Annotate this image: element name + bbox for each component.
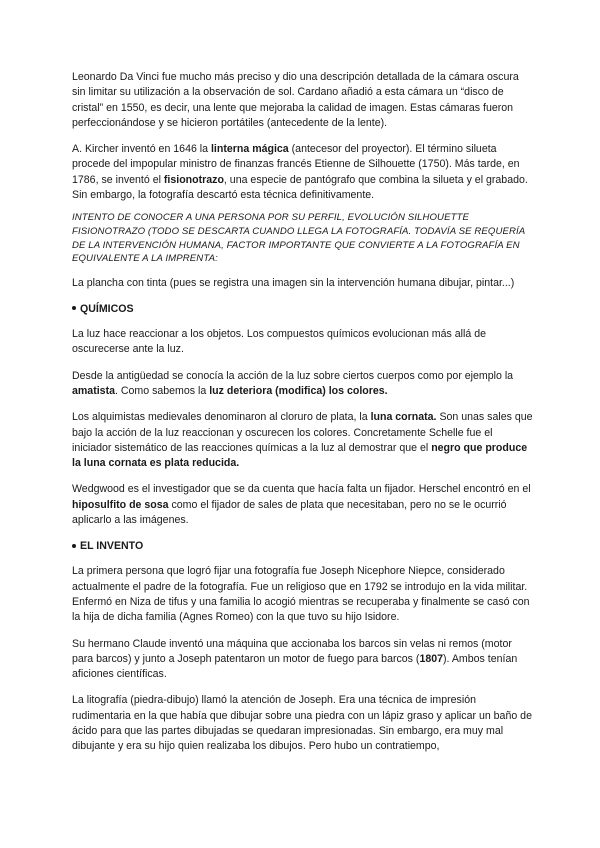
- term-linterna-magica: linterna mágica: [210, 143, 289, 156]
- paragraph-wedgwood: Wedgwood es el investigador que se da cuenta que hacía falta un fijador. Herschel encontró en el hiposulfito de sosa como el fijador de sales de plata que necesitaban, pero no se le ocurrió aplicarlo a las imágenes.: [72, 483, 531, 527]
- paragraph-luz: La luz hace reaccionar a los objetos. Los compuestos químicos evolucionan más allá de oscurecerse ante la luz.: [72, 328, 486, 356]
- paragraph-niepce: La primera persona que logró fijar una fotografía fue Joseph Nicephore Niepce, considerado actualmente el padre de la fotografía. Fue un religioso que en 1792 se introdujo en la vida militar. Enfermó en Niza de tifus y una familia lo acogió mientras se recuperaba y finalmente se casó con la hija de dicha familia (Agnes Romeo) con la que tuvo su hijo Isidore.: [72, 565, 530, 624]
- term-amatista: amatista: [72, 384, 115, 397]
- term-plata-reducida: negro que produce la luna cornata es plata reducida.: [72, 441, 528, 470]
- paragraph-alquimistas: Los alquimistas medievales denominaron al cloruro de plata, la luna cornata. Son unas sales que bajo la acción de la luz reaccionan y oscurecen los colores. Concretamente Schelle fue el iniciador sistemático de las reacciones químicas a la luz al demostrar que el negro que produce la luna cornata es plata reducida.: [72, 411, 533, 470]
- paragraph-da-vinci: Leonardo Da Vinci fue mucho más preciso y dio una descripción detallada de la cámara oscura sin limitar su utilización a la observación de sol. Cardano añadió a esta cámara un “disco de cristal” en 1550, es decir, una lente que mejoraba la calidad de imagen. Estas cámaras fueron perfeccionándose y se hicieron portátiles (antecedente de la lente).: [72, 71, 519, 129]
- paragraph-litografia: La litografía (piedra-dibujo) llamó la atención de Joseph. Era una técnica de impresión rudimentaria en la que había que dibujar sobre una piedra con un lápiz graso y aplicar un baño de ácido para que las partes dibujadas se quedaran impresionadas. Sin embargo, era muy mal dibujante y era su hijo quien realizaba los dibujos. Pero hubo un contratiempo,: [72, 694, 532, 753]
- document-body: [72, 70, 534, 755]
- paragraph-claude: Su hermano Claude inventó una máquina que accionaba los barcos sin velas ni remos (motor para barcos) y junto a Joseph patentaron un motor de fuego para barcos (1807). Ambos tenían aficiones científicas.: [72, 637, 518, 681]
- term-luz-deteriora: luz deteriora (modifica) los colores.: [209, 384, 388, 397]
- section-heading-quimicos: QUÍMICOS: [72, 302, 534, 317]
- paragraph-plancha: La plancha con tinta (pues se registra una imagen sin la intervención humana dibujar, pintar...): [72, 276, 515, 289]
- term-fisionotrazo: fisionotrazo: [163, 173, 224, 186]
- bullet-icon: [72, 306, 76, 310]
- term-hiposulfito: hiposulfito de sosa: [72, 498, 169, 511]
- bullet-icon: [72, 544, 76, 548]
- term-1807: 1807: [419, 652, 444, 665]
- paragraph-antiguedad: Desde la antigüedad se conocía la acción de la luz sobre ciertos cuerpos como por ejemplo la amatista. Como sabemos la luz deteriora (modifica) los colores.: [72, 369, 514, 397]
- note-italic-caps: INTENTO DE CONOCER A UNA PERSONA POR SU PERFIL, EVOLUCIÓN SILHOUETTE FISIONOTRAZO (TODO SE DESCARTA CUANDO LLEGA LA FOTOGRAFÍA. TODAVÍA SE REQUERÍA DE LA INTERVENCIÓN HUMANA, FACTOR IMPORTANTE QUE CONVIERTE A LA FOTOGRAFÍA EN EQUIVALENTE A LA IMPRENTA:: [72, 212, 525, 265]
- term-luna-cornata: luna cornata.: [370, 411, 437, 424]
- section-heading-invento: EL INVENTO: [72, 539, 534, 554]
- paragraph-kircher: A. Kircher inventó en 1646 la linterna mágica (antecesor del proyector). El término silueta procede del impopular ministro de finanzas francés Etienne de Silhouette (1750). Más tarde, en 1786, se inventó el fisionotrazo, una especie de pantógrafo que combina la silueta y el grabado. Sin embargo, la fotografía descartó esta técnica definitivamente.: [72, 143, 528, 202]
